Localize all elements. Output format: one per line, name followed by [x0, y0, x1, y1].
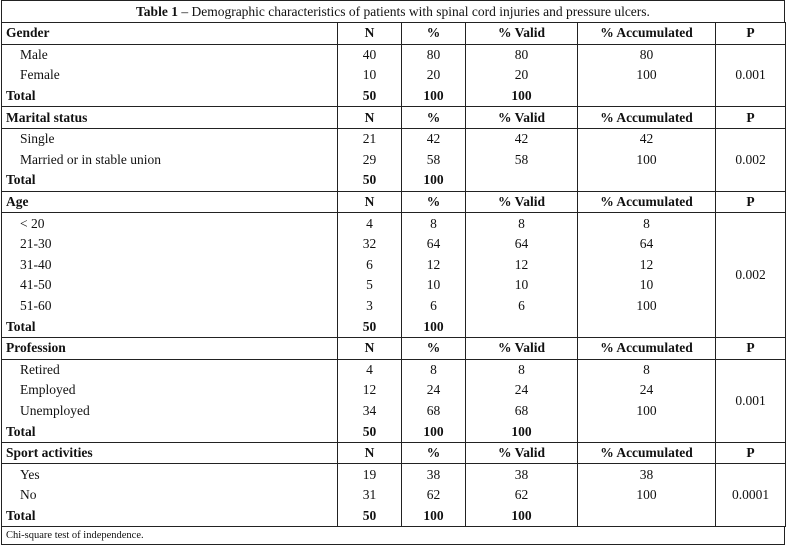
cell-n: 3: [338, 296, 402, 317]
table-body: [2, 23, 786, 527]
cell-n: 10: [338, 65, 402, 86]
row-label: Retired: [2, 359, 338, 380]
cell-accumulated-percent: 100: [578, 485, 716, 506]
column-header-p: P: [716, 23, 786, 45]
section-header-row: [2, 107, 786, 129]
total-row: [2, 316, 786, 337]
cell-valid-percent: 8: [466, 359, 578, 380]
cell-percent: 8: [402, 213, 466, 234]
cell-accumulated-percent: 24: [578, 380, 716, 401]
column-header-pct: %: [402, 442, 466, 464]
table-row: [2, 255, 786, 276]
column-header-p: P: [716, 107, 786, 129]
cell-percent: 24: [402, 380, 466, 401]
column-header-n: N: [338, 337, 402, 359]
row-label: 21-30: [2, 234, 338, 255]
cell-n: 6: [338, 255, 402, 276]
row-label: Married or in stable union: [2, 150, 338, 171]
cell-accumulated-percent: 38: [578, 464, 716, 485]
cell-n: 5: [338, 275, 402, 296]
cell-percent: 64: [402, 234, 466, 255]
cell-accumulated-percent: 100: [578, 296, 716, 317]
cell-percent: 62: [402, 485, 466, 506]
cell-accumulated-percent: 100: [578, 150, 716, 171]
total-label: Total: [2, 421, 338, 442]
table-caption-text: – Demographic characteristics of patients with spinal cord injuries and pressure ulcers.: [177, 4, 650, 19]
column-header-valid: % Valid: [466, 337, 578, 359]
total-n: 50: [338, 421, 402, 442]
cell-accumulated-percent: 12: [578, 255, 716, 276]
total-n: 50: [338, 506, 402, 527]
section-title: Gender: [2, 23, 338, 45]
total-n: 50: [338, 316, 402, 337]
section-title: Age: [2, 191, 338, 213]
section-header-row: [2, 191, 786, 213]
cell-percent: 10: [402, 275, 466, 296]
cell-valid-percent: 24: [466, 380, 578, 401]
demographics-table: [1, 22, 786, 527]
total-percent: 100: [402, 506, 466, 527]
table-container: [1, 0, 785, 545]
column-header-p: P: [716, 337, 786, 359]
total-row: [2, 506, 786, 527]
table-row: [2, 44, 786, 65]
row-label: Female: [2, 65, 338, 86]
table-row: [2, 128, 786, 149]
section-title: Sport activities: [2, 442, 338, 464]
cell-accumulated-percent: 80: [578, 44, 716, 65]
total-row: [2, 421, 786, 442]
cell-percent: 8: [402, 359, 466, 380]
row-label: Yes: [2, 464, 338, 485]
row-label: 51-60: [2, 296, 338, 317]
table-row: [2, 401, 786, 422]
column-header-n: N: [338, 23, 402, 45]
cell-valid-percent: 8: [466, 213, 578, 234]
cell-percent: 12: [402, 255, 466, 276]
cell-p-value: 0.001: [716, 359, 786, 442]
cell-accumulated-percent: 100: [578, 65, 716, 86]
column-header-acc: % Accumulated: [578, 337, 716, 359]
total-row: [2, 170, 786, 191]
total-row: [2, 86, 786, 107]
cell-percent: 42: [402, 128, 466, 149]
column-header-p: P: [716, 442, 786, 464]
cell-n: 4: [338, 213, 402, 234]
total-label: Total: [2, 170, 338, 191]
table-row: [2, 275, 786, 296]
cell-percent: 20: [402, 65, 466, 86]
cell-accumulated-percent: 42: [578, 128, 716, 149]
table-row: [2, 380, 786, 401]
row-label: Single: [2, 128, 338, 149]
table-row: [2, 65, 786, 86]
total-accumulated-percent: [578, 506, 716, 527]
table-caption-label: Table 1: [136, 4, 178, 19]
cell-percent: 38: [402, 464, 466, 485]
section-title: Marital status: [2, 107, 338, 129]
cell-valid-percent: 42: [466, 128, 578, 149]
cell-n: 12: [338, 380, 402, 401]
cell-p-value: 0.002: [716, 213, 786, 338]
cell-valid-percent: 6: [466, 296, 578, 317]
table-row: [2, 464, 786, 485]
total-label: Total: [2, 86, 338, 107]
column-header-valid: % Valid: [466, 107, 578, 129]
row-label: 41-50: [2, 275, 338, 296]
cell-percent: 80: [402, 44, 466, 65]
column-header-acc: % Accumulated: [578, 23, 716, 45]
total-valid-percent: [466, 316, 578, 337]
total-valid-percent: 100: [466, 86, 578, 107]
total-label: Total: [2, 316, 338, 337]
column-header-pct: %: [402, 191, 466, 213]
cell-n: 40: [338, 44, 402, 65]
column-header-valid: % Valid: [466, 442, 578, 464]
total-accumulated-percent: [578, 421, 716, 442]
table-row: [2, 485, 786, 506]
total-percent: 100: [402, 86, 466, 107]
row-label: < 20: [2, 213, 338, 234]
cell-valid-percent: 68: [466, 401, 578, 422]
total-percent: 100: [402, 170, 466, 191]
cell-n: 19: [338, 464, 402, 485]
section-title: Profession: [2, 337, 338, 359]
row-label: Unemployed: [2, 401, 338, 422]
cell-valid-percent: 80: [466, 44, 578, 65]
total-accumulated-percent: [578, 316, 716, 337]
column-header-valid: % Valid: [466, 191, 578, 213]
cell-valid-percent: 58: [466, 150, 578, 171]
row-label: Employed: [2, 380, 338, 401]
total-percent: 100: [402, 316, 466, 337]
cell-accumulated-percent: 8: [578, 359, 716, 380]
column-header-valid: % Valid: [466, 23, 578, 45]
row-label: No: [2, 485, 338, 506]
column-header-pct: %: [402, 107, 466, 129]
total-valid-percent: 100: [466, 506, 578, 527]
cell-percent: 6: [402, 296, 466, 317]
cell-percent: 68: [402, 401, 466, 422]
column-header-acc: % Accumulated: [578, 442, 716, 464]
column-header-pct: %: [402, 23, 466, 45]
table-footnote: Chi-square test of independence.: [1, 527, 785, 545]
cell-valid-percent: 10: [466, 275, 578, 296]
table-row: [2, 213, 786, 234]
column-header-acc: % Accumulated: [578, 191, 716, 213]
cell-n: 34: [338, 401, 402, 422]
cell-percent: 58: [402, 150, 466, 171]
cell-n: 29: [338, 150, 402, 171]
column-header-n: N: [338, 107, 402, 129]
table-row: [2, 234, 786, 255]
column-header-acc: % Accumulated: [578, 107, 716, 129]
cell-valid-percent: 38: [466, 464, 578, 485]
cell-valid-percent: 12: [466, 255, 578, 276]
cell-n: 4: [338, 359, 402, 380]
row-label: 31-40: [2, 255, 338, 276]
total-accumulated-percent: [578, 86, 716, 107]
cell-p-value: 0.002: [716, 128, 786, 191]
table-row: [2, 296, 786, 317]
cell-valid-percent: 62: [466, 485, 578, 506]
section-header-row: [2, 23, 786, 45]
total-accumulated-percent: [578, 170, 716, 191]
total-percent: 100: [402, 421, 466, 442]
total-n: 50: [338, 170, 402, 191]
section-header-row: [2, 442, 786, 464]
column-header-pct: %: [402, 337, 466, 359]
cell-valid-percent: 20: [466, 65, 578, 86]
table-caption: [1, 0, 785, 22]
cell-accumulated-percent: 10: [578, 275, 716, 296]
cell-n: 21: [338, 128, 402, 149]
section-header-row: [2, 337, 786, 359]
column-header-n: N: [338, 442, 402, 464]
column-header-n: N: [338, 191, 402, 213]
table-row: [2, 359, 786, 380]
cell-p-value: 0.001: [716, 44, 786, 107]
cell-accumulated-percent: 100: [578, 401, 716, 422]
table-row: [2, 150, 786, 171]
cell-n: 31: [338, 485, 402, 506]
total-valid-percent: [466, 170, 578, 191]
cell-n: 32: [338, 234, 402, 255]
total-valid-percent: 100: [466, 421, 578, 442]
column-header-p: P: [716, 191, 786, 213]
total-n: 50: [338, 86, 402, 107]
cell-accumulated-percent: 64: [578, 234, 716, 255]
total-label: Total: [2, 506, 338, 527]
cell-accumulated-percent: 8: [578, 213, 716, 234]
row-label: Male: [2, 44, 338, 65]
cell-p-value: 0.0001: [716, 464, 786, 527]
cell-valid-percent: 64: [466, 234, 578, 255]
